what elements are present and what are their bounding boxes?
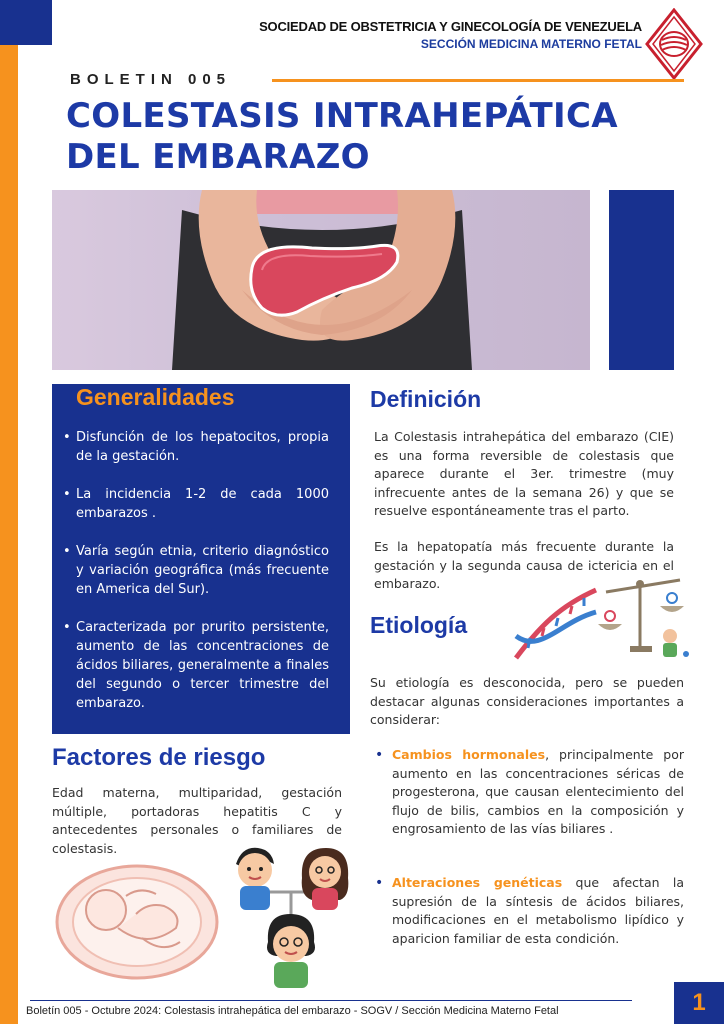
definicion-paragraph-2: Es la hepatopatía más frecuente durante la gestación y la segunda causa de ictericia en el embarazo. [374, 539, 674, 591]
fetus-in-uterus-icon [52, 858, 222, 983]
factores-paragraph: Edad materna, multiparidad, gestación múltiple, portadoras hepatitis C y antecedentes personales o familiares de colestasis. [52, 785, 342, 856]
list-item: • La incidencia 1-2 de cada 1000 embarazos . [76, 485, 329, 523]
top-left-accent-block [0, 0, 52, 45]
factores-heading: Factores de riesgo [52, 744, 266, 771]
hero-image [52, 190, 590, 370]
etiologia-intro: Su etiología es desconocida, pero se pueden destacar algunas consideraciones importantes a considerar: [370, 675, 684, 727]
list-item: • Disfunción de los hepatocitos, propia de la gestación. [76, 428, 329, 466]
generalidades-heading: Generalidades [76, 384, 235, 410]
generalidades-list [76, 428, 329, 732]
list-item: • Caracterizada por prurito persistente, aumento de las concentraciones de ácidos biliares, generalmente a finales del segundo o tercer trimestre del embarazo. [76, 618, 329, 713]
title-line-1: COLESTASIS INTRAHEPÁTICA [66, 96, 618, 136]
hero-accent-block [609, 190, 674, 370]
bulletin-number: BOLETIN 005 [70, 71, 232, 88]
organization-name: SOCIEDAD DE OBSTETRICIA Y GINECOLOGÍA DE VENEZUELA [259, 19, 642, 34]
bulletin-divider [272, 79, 684, 82]
footer-citation: Boletín 005 - Octubre 2024: Colestasis intrahepática del embarazo - SOGV / Sección Medicina Materno Fetal [26, 1005, 559, 1017]
item-text: , principalmente por aumento en las concentraciones séricas de progesterona, que causan elentecimiento del flujo de bilis, cambios en la composición y engrosamiento de las vías biliares . [392, 747, 684, 836]
definicion-paragraph-1: La Colestasis intrahepática del embarazo (CIE) es una forma reversible de colestasis que aparece durante el 3er. trimestre (muy infrecuente antes de la semana 26) y que se resuelve espontáneamente tras el parto. [374, 429, 674, 518]
etiologia-heading: Etiología [370, 612, 468, 638]
list-item [392, 746, 684, 839]
highlight-term: Alteraciones genéticas [392, 875, 563, 890]
page-title [66, 96, 686, 178]
title-line-2: DEL EMBARAZO [66, 137, 370, 177]
item-text: que afectan la supresión de la síntesis de ácidos biliares, modificaciones en el metabolismo lipídico y aparicion familiar de esta condición. [392, 875, 684, 946]
page-number: 1 [674, 982, 724, 1024]
etiologia-list-2 [392, 874, 684, 948]
family-tree-icon [226, 842, 356, 990]
highlight-term: Cambios hormonales [392, 747, 546, 762]
sogv-logo-diamond-icon [645, 8, 703, 80]
left-accent-bar [0, 0, 18, 1024]
dna-scale-icon [510, 566, 696, 668]
footer-divider [30, 1000, 632, 1001]
etiologia-list [392, 746, 684, 839]
list-item: • Varía según etnia, criterio diagnóstico y variación geográfica (más frecuente en America del Sur). [76, 542, 329, 599]
hands-holding-liver-icon [52, 190, 590, 370]
organization-section: SECCIÓN MEDICINA MATERNO FETAL [420, 37, 642, 51]
list-item [392, 874, 684, 948]
definicion-heading: Definición [370, 386, 482, 412]
